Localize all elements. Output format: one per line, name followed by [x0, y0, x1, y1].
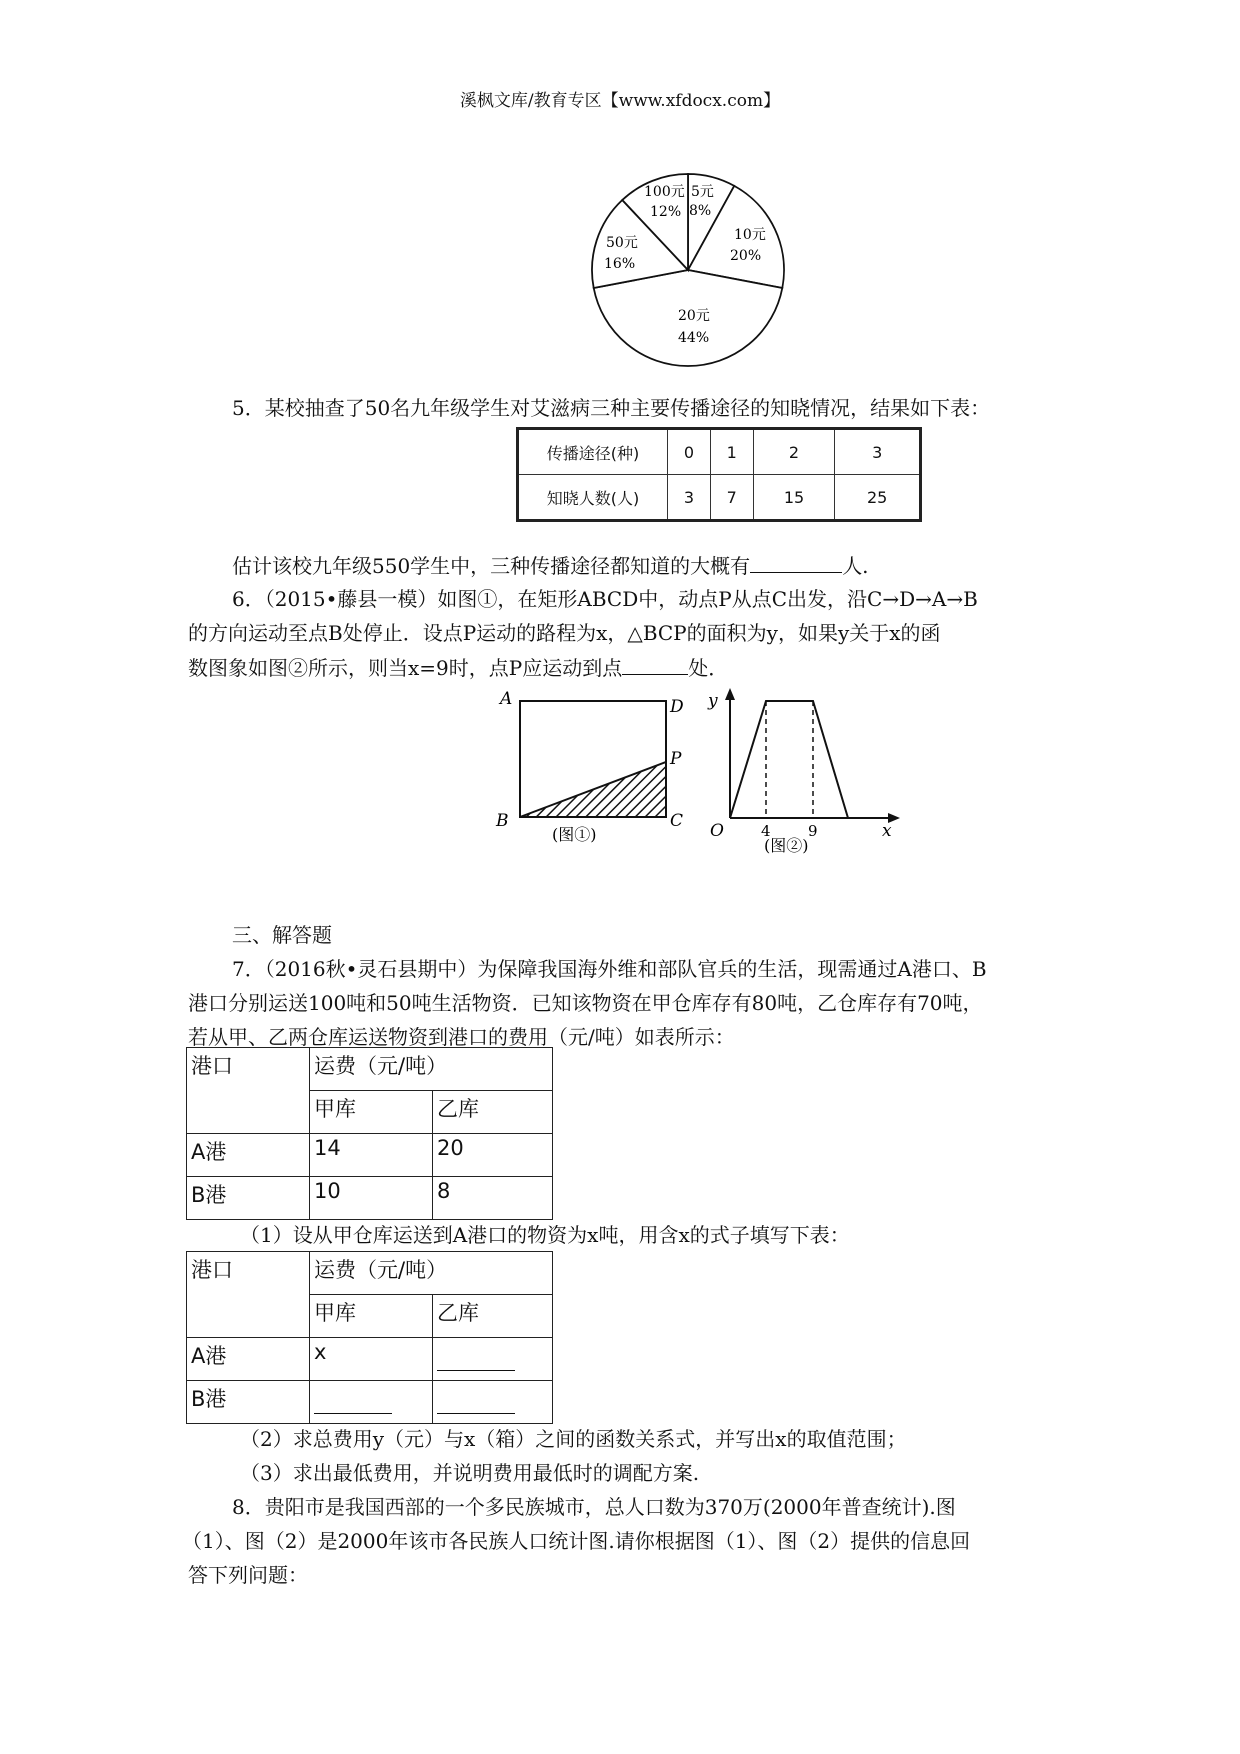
answer-blank	[622, 650, 688, 675]
tick-label-9: 9	[808, 822, 818, 840]
freight-table-2	[186, 1251, 553, 1424]
pie-pct-100: 12%	[650, 204, 682, 220]
row-name: B港	[187, 1381, 310, 1424]
answer-blank	[437, 1340, 515, 1371]
cell-yi: 8	[433, 1177, 553, 1220]
answer-blank	[437, 1383, 515, 1414]
q7-line2: 港口分别运送100吨和50吨生活物资．已知该物资在甲仓库存有80吨，乙仓库存有70吨，	[188, 991, 983, 1015]
table-row	[187, 1338, 553, 1381]
origin-label: O	[710, 821, 724, 841]
table-row	[518, 475, 921, 521]
table-row	[187, 1048, 553, 1091]
header-jia: 甲库	[310, 1295, 433, 1338]
cell-yi: 20	[433, 1134, 553, 1177]
q7-sub1: （1）设从甲仓库运送到A港口的物资为x吨，用含x的式子填写下表：	[240, 1223, 850, 1247]
cell-jia: 10	[310, 1177, 433, 1220]
header-port: 港口	[187, 1048, 310, 1134]
pie-label-10: 10元	[734, 227, 766, 243]
answer-blank	[750, 548, 842, 573]
function-line	[730, 701, 848, 818]
q5-cell: 15	[753, 475, 835, 521]
answer-blank	[314, 1383, 392, 1414]
q7-sub2: （2）求总费用y（元）与x（箱）之间的函数关系式，并写出x的取值范围；	[240, 1427, 907, 1451]
q5-cell: 3	[835, 429, 921, 475]
q5-cell: 25	[835, 475, 921, 521]
q7-line1: 7．（2016秋•灵石县期中）为保障我国海外维和部队官兵的生活，现需通过A港口、B	[232, 957, 987, 981]
pie-pct-50: 16%	[604, 256, 636, 272]
pie-label-5: 5元	[691, 184, 714, 200]
q7-line3: 若从甲、乙两仓库运送物资到港口的费用（元/吨）如表所示：	[188, 1025, 735, 1049]
row-name: B港	[187, 1177, 310, 1220]
q5-cell: 2	[753, 429, 835, 475]
header-yi: 乙库	[433, 1091, 553, 1134]
tick-label-4: 4	[761, 822, 771, 840]
q5-cell: 7	[710, 475, 753, 521]
table-row	[187, 1134, 553, 1177]
q5-text: 5．某校抽查了50名九年级学生对艾滋病三种主要传播途径的知晓情况，结果如下表：	[232, 396, 991, 420]
y-axis-arrow	[725, 688, 735, 700]
table-row	[187, 1381, 553, 1424]
axis-x-label: x	[882, 821, 892, 841]
table-row	[187, 1177, 553, 1220]
header-fee: 运费（元/吨）	[310, 1252, 553, 1295]
pie-pct-5: 8%	[689, 203, 712, 219]
q6-line3-after: 处．	[688, 656, 729, 680]
answer-cell	[433, 1338, 553, 1381]
q6-line1: 6．（2015•藤县一模）如图①，在矩形ABCD中，动点P从点C出发，沿C→D→A→B	[232, 587, 978, 611]
pie-pct-20: 44%	[678, 330, 710, 346]
q5-cell: 1	[710, 429, 753, 475]
freight-table-1	[186, 1047, 553, 1220]
q6-line3-before: 数图象如图②所示，则当x=9时，点P应运动到点	[188, 656, 623, 680]
cell-jia: 14	[310, 1134, 433, 1177]
pie-label-20: 20元	[678, 308, 710, 324]
row-name: A港	[187, 1338, 310, 1381]
q6-line3	[188, 650, 728, 685]
answer-cell	[310, 1381, 433, 1424]
point-d-label: D	[670, 697, 684, 717]
axis-y-label: y	[708, 691, 718, 711]
table-row	[518, 429, 921, 475]
pie-label-100: 100元	[644, 184, 685, 200]
pie-label-50: 50元	[606, 235, 638, 251]
q5-cell: 3	[668, 475, 711, 521]
header-fee: 运费（元/吨）	[310, 1048, 553, 1091]
point-b-label: B	[496, 811, 509, 831]
figure-2-graph	[698, 684, 908, 854]
point-a-label: A	[500, 689, 513, 709]
figure-1-rectangle	[490, 684, 690, 844]
q5-cell: 0	[668, 429, 711, 475]
q5-table	[516, 427, 922, 522]
cell-jia: x	[310, 1338, 433, 1381]
q6-line2: 的方向运动至点B处停止．设点P运动的路程为x，△BCP的面积为y，如果y关于x的函	[188, 621, 941, 645]
q5-ask	[232, 548, 869, 583]
header-port: 港口	[187, 1252, 310, 1338]
answer-cell	[433, 1381, 553, 1424]
point-p-label: P	[670, 749, 682, 769]
q7-sub3: （3）求出最低费用，并说明费用最低时的调配方案.	[240, 1461, 700, 1485]
q8-line3: 答下列问题：	[188, 1563, 308, 1587]
point-c-label: C	[670, 811, 684, 831]
table-row	[187, 1252, 553, 1295]
header-yi: 乙库	[433, 1295, 553, 1338]
q5-ask-before: 估计该校九年级550学生中，三种传播途径都知道的大概有	[232, 554, 751, 578]
shaded-triangle-bcp	[520, 762, 666, 817]
row-name: A港	[187, 1134, 310, 1177]
q8-line1: 8．贵阳市是我国西部的一个多民族城市，总人口数为370万(2000年普查统计).图	[232, 1495, 956, 1519]
page-header: 溪枫文库/教育专区【www.xfdocx.com】	[459, 91, 781, 111]
q5-row2-head: 知晓人数(人)	[518, 475, 668, 521]
figure-2-caption: (图②)	[764, 836, 809, 854]
section-title: 三、解答题	[232, 923, 332, 947]
q5-ask-after: 人.	[842, 554, 869, 578]
q8-line2: （1）、图（2）是2000年该市各民族人口统计图.请你根据图（1）、图（2）提供的信息回	[182, 1529, 971, 1553]
pie-chart	[590, 160, 790, 380]
figure-1-caption: (图①)	[552, 825, 597, 844]
header-jia: 甲库	[310, 1091, 433, 1134]
q5-row1-head: 传播途径(种)	[518, 429, 668, 475]
pie-pct-10: 20%	[730, 248, 762, 264]
